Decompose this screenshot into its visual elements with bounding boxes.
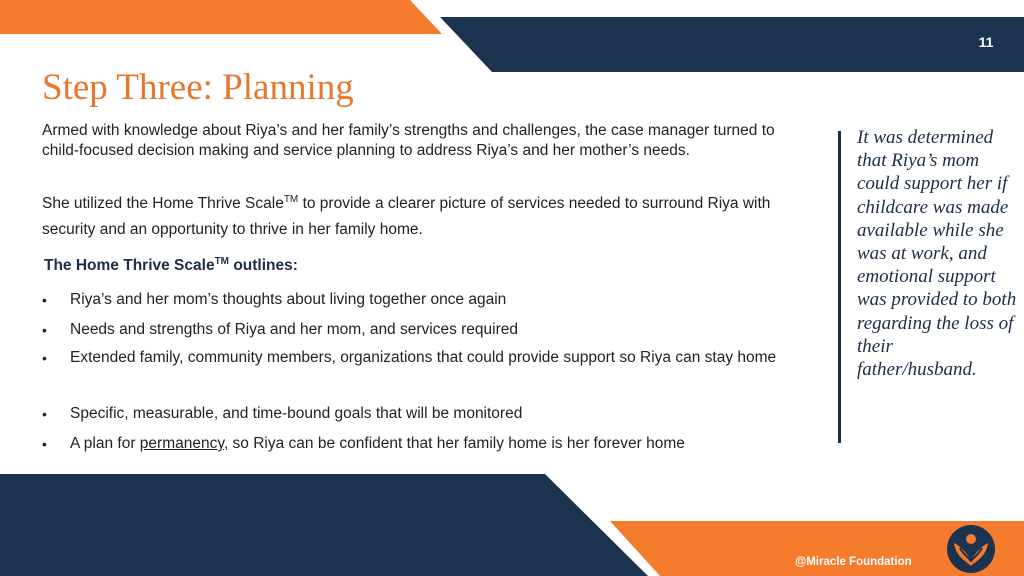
page-number: 11: [978, 34, 994, 50]
list-item: [42, 346, 812, 402]
list-item-text: Specific, measurable, and time-bound goals that will be monitored: [70, 405, 523, 422]
scale-paragraph-start: She utilized the Home Thrive Scale: [42, 195, 284, 212]
list-item: [42, 318, 812, 346]
outline-bullet-list: [42, 288, 812, 456]
scale-paragraph-end: to provide a clearer picture of services needed to surround Riya with security and an opportunity to thrive in her family home.: [42, 195, 771, 238]
outline-heading-start: The Home Thrive Scale: [44, 257, 215, 274]
scale-paragraph: [42, 191, 812, 243]
bottom-navy-band: [0, 474, 648, 576]
bullet-icon: •: [42, 292, 47, 308]
list-item-text: Riya’s and her mom’s thoughts about living together once again: [70, 291, 507, 308]
outline-heading-trademark: TM: [214, 256, 230, 267]
list-item-text-end: so Riya can be confident that her family home is her forever home: [228, 435, 685, 452]
list-item: [42, 402, 812, 432]
list-item: [42, 432, 812, 456]
side-note-divider: [838, 131, 841, 443]
bullet-icon: •: [42, 322, 47, 338]
list-item-text-start: A plan for: [70, 435, 140, 452]
footer-credit: @Miracle Foundation: [795, 556, 912, 568]
list-item: [42, 288, 812, 318]
permanency-link[interactable]: permanency,: [139, 435, 229, 452]
list-item-text: Needs and strengths of Riya and her mom, and services required: [70, 321, 519, 338]
bullet-icon: •: [42, 350, 47, 366]
intro-paragraph: Armed with knowledge about Riya’s and her family’s strengths and challenges, the case manager turned to child-focused decision making and service planning to address Riya’s and her mother’s needs.: [42, 122, 775, 159]
bullet-icon: •: [42, 436, 47, 452]
list-item-text: Extended family, community members, organizations that could provide support so Riya can stay home: [70, 349, 777, 366]
outline-heading: [44, 257, 298, 275]
outline-heading-end: outlines:: [229, 257, 298, 274]
top-navy-band: [440, 17, 1024, 72]
slide-title: Step Three: Planning: [42, 67, 354, 108]
bullet-icon: •: [42, 406, 47, 422]
side-note: It was determined that Riya’s mom could support her if childcare was made available while she was at work, and emotional support was provided to both regarding the loss of their father/husband.: [857, 127, 1017, 381]
miracle-foundation-logo-icon: [946, 524, 996, 574]
trademark-sup: TM: [283, 194, 299, 205]
top-orange-band: [0, 0, 442, 34]
